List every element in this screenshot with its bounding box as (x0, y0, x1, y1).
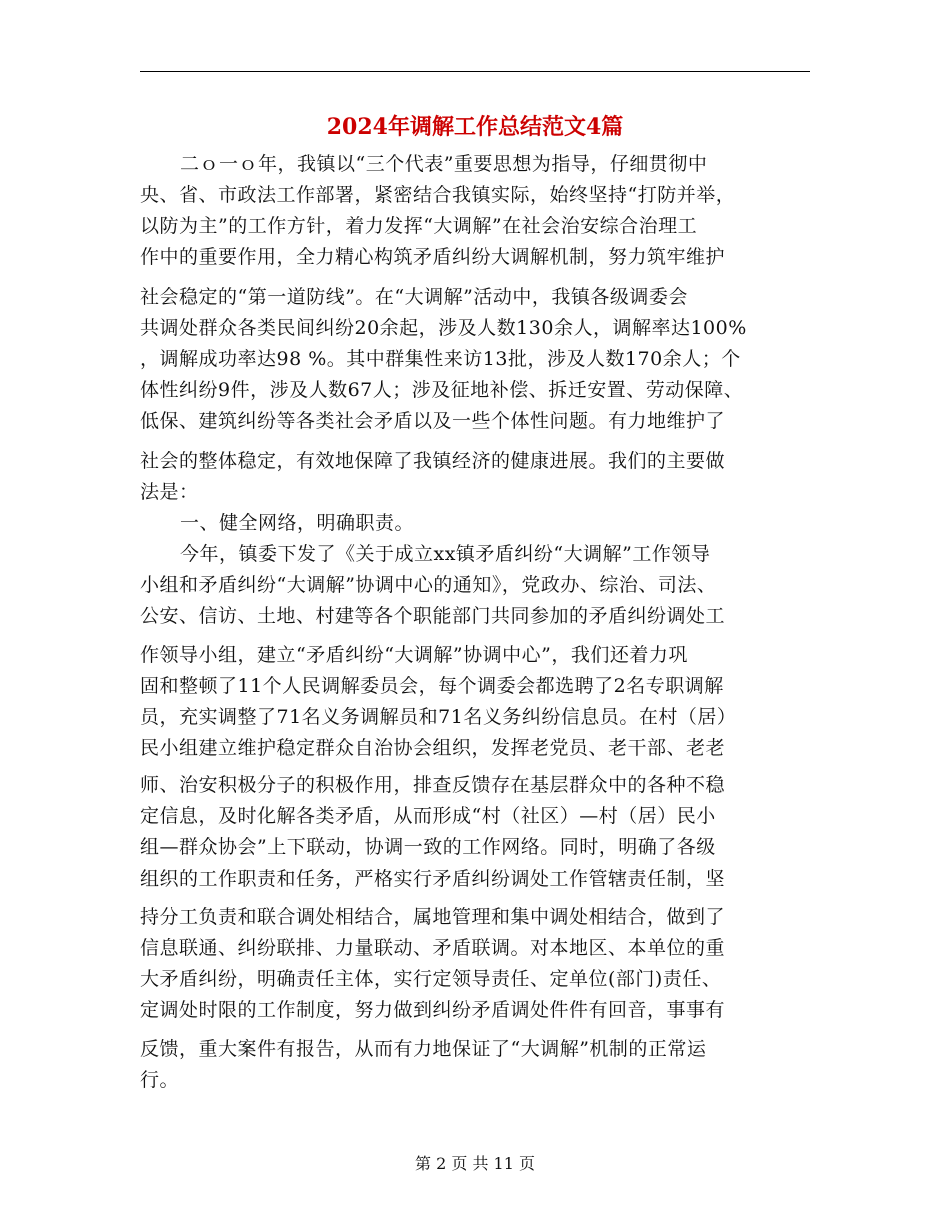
paragraph-line: 行。 (140, 1069, 180, 1091)
document-title: 2024年调解工作总结范文4篇 (326, 114, 624, 140)
paragraph-line: 共调处群众各类民间纠纷20余起，涉及人数130余人，调解率达100% (140, 317, 747, 339)
paragraph-line: 社会稳定的“第一道防线”。在“大调解”活动中，我镇各级调委会 (140, 286, 688, 308)
paragraph-line: 法是： (140, 481, 199, 503)
paragraph-line: 大矛盾纠纷，明确责任主体，实行定领导责任、定单位(部门)责任、 (140, 968, 722, 990)
paragraph-line: 师、治安积极分子的积极作用，排查反馈存在基层群众中的各种不稳 (140, 774, 726, 796)
paragraph-line: 定调处时限的工作制度，努力做到纠纷矛盾调处件件有回音，事事有 (140, 999, 726, 1021)
paragraph-line: 定信息，及时化解各类矛盾，从而形成“村（社区）—村（居）民小 (140, 805, 716, 827)
paragraph-line: 低保、建筑纠纷等各类社会矛盾以及一些个体性问题。有力地维护了 (140, 410, 726, 432)
paragraph-line: 作中的重要作用，全力精心构筑矛盾纠纷大调解机制，努力筑牢维护 (140, 246, 726, 268)
paragraph-line: 社会的整体稳定，有效地保障了我镇经济的健康进展。我们的主要做 (140, 450, 726, 472)
paragraph-line: 员，充实调整了71名义务调解员和71名义务纠纷信息员。在村（居） (140, 706, 737, 728)
paragraph-line: 反馈，重大案件有报告，从而有力地保证了“大调解”机制的正常运 (140, 1038, 707, 1060)
paragraph-line: ，调解成功率达98 %。其中群集性来访13批，涉及人数170余人；个 (140, 348, 741, 370)
section-heading: 一、健全网络，明确职责。 (180, 512, 415, 534)
paragraph-line: 今年，镇委下发了《关于成立xx镇矛盾纠纷“大调解”工作领导 (180, 543, 711, 565)
paragraph-line: 持分工负责和联合调处相结合，属地管理和集中调处相结合，做到了 (140, 906, 726, 928)
paragraph-line: 体性纠纷9件，涉及人数67人；涉及征地补偿、拆迁安置、劳动保障、 (140, 379, 744, 401)
paragraph-line: 小组和矛盾纠纷“大调解”协调中心的通知》，党政办、综治、司法、 (140, 574, 717, 596)
paragraph-line: 以防为主”的工作方针，着力发挥“大调解”在社会治安综合治理工 (140, 215, 698, 237)
paragraph-line: 组织的工作职责和任务，严格实行矛盾纠纷调处工作管辖责任制，坚 (140, 868, 726, 890)
paragraph-line: 民小组建立维护稳定群众自治协会组织，发挥老党员、老干部、老老 (140, 737, 726, 759)
paragraph-line: 作领导小组，建立“矛盾纠纷“大调解”协调中心”，我们还着力巩 (140, 644, 688, 666)
paragraph-line: 信息联通、纠纷联排、力量联动、矛盾联调。对本地区、本单位的重 (140, 937, 726, 959)
paragraph-line: 公安、信访、土地、村建等各个职能部门共同参加的矛盾纠纷调处工 (140, 605, 726, 627)
paragraph-line: 组—群众协会”上下联动，协调一致的工作网络。同时，明确了各级 (140, 836, 716, 858)
page-number-footer: 第 2 页 共 11 页 (415, 1154, 535, 1173)
paragraph-line: 央、省、市政法工作部署，紧密结合我镇实际，始终坚持“打防并举， (140, 184, 736, 206)
header-rule (140, 71, 810, 72)
paragraph-line: 固和整顿了11个人民调解委员会，每个调委会都选聘了2名专职调解 (140, 675, 724, 697)
paragraph-line: 二ｏ一ｏ年，我镇以“三个代表”重要思想为指导，仔细贯彻中 (180, 153, 708, 175)
